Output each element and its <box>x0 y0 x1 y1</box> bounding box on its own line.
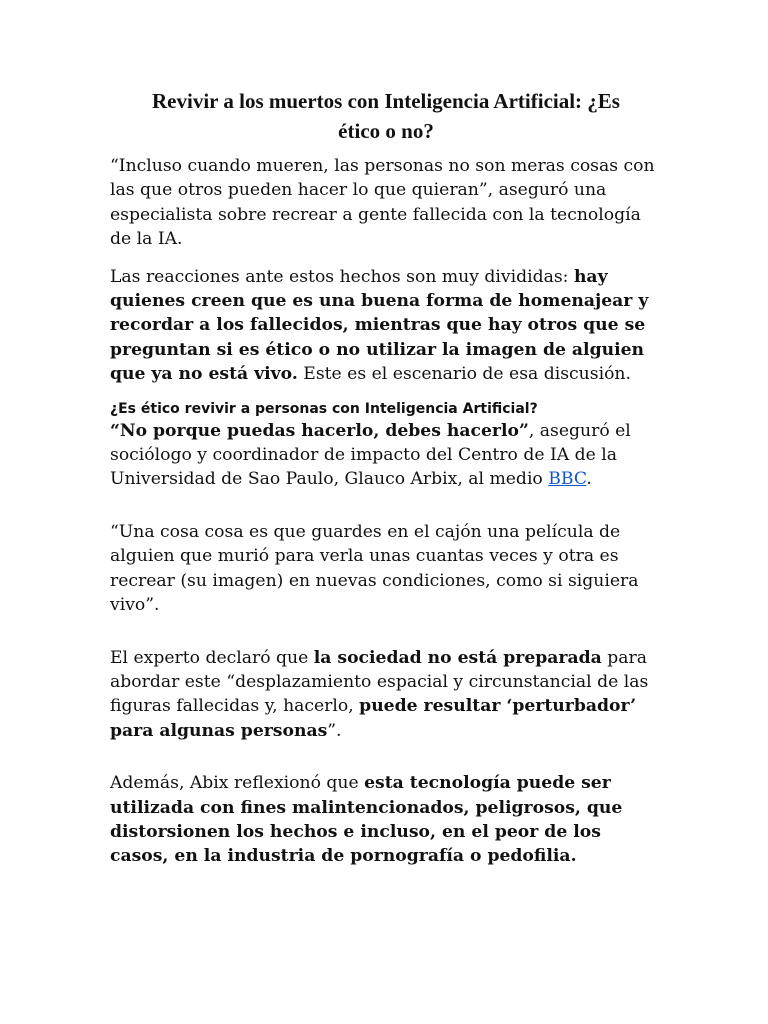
section-heading: ¿Es ético revivir a personas con Inteligencia Artificial? <box>110 400 538 417</box>
cajon-paragraph: “Una cosa cosa es que guardes en el cajón una película de alguien que murió para verla unas cuantas veces y otra es recrear (su imagen) en nuevas condiciones, como si siguiera vivo”. <box>110 521 639 616</box>
title-line-1: Revivir a los muertos con Inteligencia Artificial: ¿Es <box>152 89 620 113</box>
document-title <box>110 86 662 146</box>
expert-paragraph <box>110 646 662 744</box>
intro-paragraph: “Incluso cuando mueren, las personas no son meras cosas con las que otros pueden hacer lo que quieran”, aseguró una especialista sobre recrear a gente fallecida con la tecnología de la IA. <box>110 156 655 250</box>
expert-bold-2: puede resultar ‘perturbador’ para algunas personas <box>110 696 637 741</box>
reactions-text-start: Las reacciones ante estos hechos son muy divididas: <box>110 266 574 287</box>
expert-text-1: El experto declaró que <box>110 647 314 668</box>
quote-bold: “No porque puedas hacerlo, debes hacerlo” <box>110 420 529 441</box>
abix-text-1: Además, Abix reflexionó que <box>110 773 365 794</box>
reactions-text-end: Este es el escenario de esa discusión. <box>297 364 631 385</box>
quote-paragraph <box>110 419 662 492</box>
expert-text-3: ”. <box>327 720 342 741</box>
expert-text-2: para abordar este “desplazamiento espacial y circunstancial de las figuras fallecidas y, hacerlo, <box>110 647 649 717</box>
abix-bold-1: esta tecnología puede ser utilizada con fines malintencionados, peligrosos, que distorsionen los hechos e incluso, en el peor de los casos, en la industria de pornografía o pedofilia. <box>110 773 623 867</box>
quote-text-end: . <box>586 469 592 490</box>
reactions-paragraph <box>110 265 662 387</box>
reactions-bold: hay quienes creen que es una buena forma de homenajear y recordar a los fallecidos, mientras que hay otros que se preguntan si es ético o no utilizar la imagen de alguien que ya no está vivo. <box>110 266 649 385</box>
expert-bold-1: la sociedad no está preparada <box>313 647 602 668</box>
abix-paragraph <box>110 771 662 869</box>
title-line-2: ético o no? <box>338 119 434 143</box>
quote-text: , aseguró el sociólogo y coordinador de impacto del Centro de IA de la Universidad de Sao Paulo, Glauco Arbix, al medio <box>110 420 631 490</box>
bbc-link[interactable]: BBC <box>548 469 587 490</box>
document-page <box>110 86 662 869</box>
